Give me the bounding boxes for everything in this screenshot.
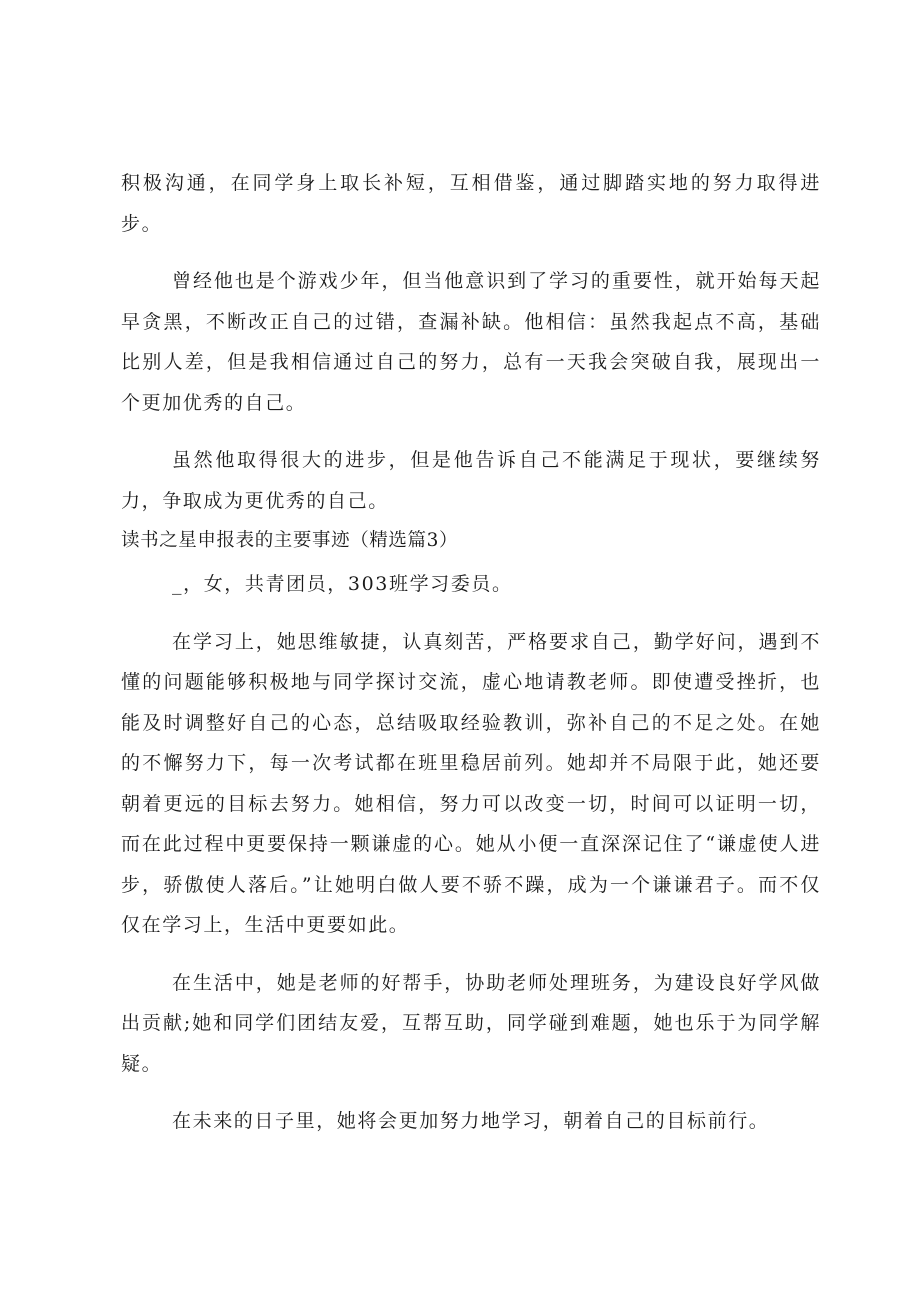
section-heading: 读书之星申报表的主要事迹（精选篇3）	[121, 530, 459, 551]
paragraph-6: 在生活中，她是老师的好帮手，协助老师处理班务，为建设良好学风做出贡献;她和同学们团结友爱，互帮互助，同学碰到难题，她也乐于为同学解疑。	[121, 971, 821, 1075]
paragraph-1: 积极沟通，在同学身上取长补短，互相借鉴，通过脚踏实地的努力取得进步。	[121, 172, 821, 235]
paragraph-4: _，女，共青团员，303班学习委员。	[172, 573, 513, 595]
paragraph-2: 曾经他也是个游戏少年，但当他意识到了学习的重要性，就开始每天起早贪黑，不断改正自己的过错，查漏补缺。他相信：虽然我起点不高，基础比别人差，但是我相信通过自己的努力，总有一天我会突破自我，展现出一个更加优秀的自己。	[121, 270, 821, 414]
paragraph-3: 虽然他取得很大的进步，但是他告诉自己不能满足于现状，要继续努力，争取成为更优秀的自己。	[121, 449, 821, 512]
paragraph-7: 在未来的日子里，她将会更加努力地学习，朝着自己的目标前行。	[172, 1110, 770, 1132]
document-body	[121, 163, 821, 1142]
paragraph-5: 在学习上，她思维敏捷，认真刻苦，严格要求自己，勤学好问，遇到不懂的问题能够积极地与同学探讨交流，虚心地请教老师。即使遭受挫折，也能及时调整好自己的心态，总结吸取经验教训，弥补自己的不足之处。在她的不懈努力下，每一次考试都在班里稳居前列。她却并不局限于此，她还要朝着更远的目标去努力。她相信，努力可以改变一切，时间可以证明一切，而在此过程中更要保持一颗谦虚的心。她从小便一直深深记住了“谦虚使人进步，骄傲使人落后。”让她明白做人要不骄不躁，成为一个谦谦君子。而不仅仅在学习上，生活中更要如此。	[121, 630, 821, 936]
